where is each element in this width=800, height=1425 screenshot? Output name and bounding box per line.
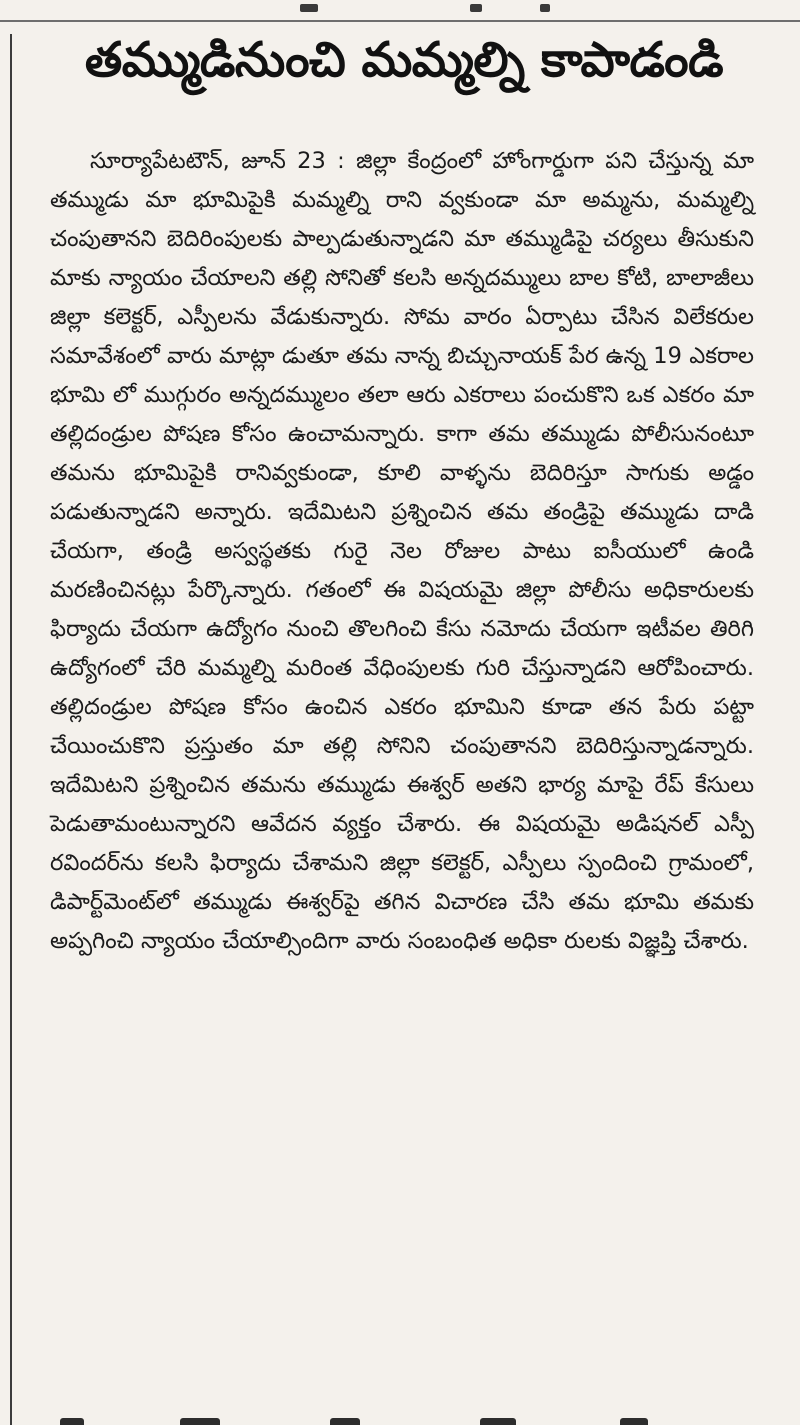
bottom-cropped-text-fragment xyxy=(620,1418,648,1425)
news-article xyxy=(50,30,760,954)
bottom-cropped-text-fragment xyxy=(180,1418,220,1425)
article-headline: తమ్ముడినుంచి మమ్మల్ని కాపాడండి xyxy=(84,32,724,88)
top-column-rule xyxy=(0,0,800,22)
bottom-cropped-next-article xyxy=(0,1411,800,1425)
article-body: సూర్యాపేటటౌన్, జూన్ 23 : జిల్లా కేంద్రంలో హోంగార్డుగా పని చేస్తున్న మా తమ్ముడు మా భూమిపైకి మమ్మల్ని రాని వ్వకుండా మా అమ్మను, మమ్మల్ని చంపుతానని బెదిరింపులకు పాల్పడుతున్నాడని మా తమ్ముడిపై చర్యలు తీసుకుని మాకు న్యాయం చేయాలని తల్లి సోనితో కలసి అన్నదమ్ములు బాల కోటి, బాలాజీలు జిల్లా కలెక్టర్, ఎస్పీలను వేడుకున్నారు. సోమ వారం ఏర్పాటు చేసిన విలేకరుల సమావేశంలో వారు మాట్లా డుతూ తమ నాన్న బిచ్చునాయక్ పేర ఉన్న 19 ఎకరాల భూమి లో ముగ్గురం అన్నదమ్ములం తలా ఆరు ఎకరాలు పంచుకొని ఒక ఎకరం మా తల్లిదండ్రుల పోషణ కోసం ఉంచామన్నారు. కాగా తమ తమ్ముడు పోలీసునంటూ తమను భూమిపైకి రానివ్వకుండా, కూలి వాళ్ళను బెదిరిస్తూ సాగుకు అడ్డం పడుతున్నాడని అన్నారు. ఇదేమిటని ప్రశ్నించిన తమ తండ్రిపై తమ్ముడు దాడి చేయగా, తండ్రి అస్వస్థతకు గురై నెల రోజుల పాటు ఐసీయులో ఉండి మరణించినట్లు పేర్కొన్నారు. గతంలో ఈ విషయమై జిల్లా పోలీసు అధికారులకు ఫిర్యాదు చేయగా ఉద్యోగం నుంచి తొలగించి కేసు నమోదు చేయగా ఇటీవల తిరిగి ఉద్యోగంలో చేరి మమ్మల్ని మరింత వేధింపులకు గురి చేస్తున్నాడని ఆరోపించారు. తల్లిదండ్రుల పోషణ కోసం ఉంచిన ఎకరం భూమిని కూడా తన పేరు పట్టా చేయించుకొని ప్రస్తుతం మా తల్లి సోనిని చంపుతానని బెదిరిస్తున్నాడన్నారు. ఇదేమిటని ప్రశ్నించిన తమను తమ్ముడు ఈశ్వర్ అతని భార్య మాపై రేప్ కేసులు పెడుతామంటున్నారని ఆవేదన వ్యక్తం చేశారు. ఈ విషయమై అడిషనల్ ఎస్పీ రవిందర్‌ను కలసి ఫిర్యాదు చేశామని జిల్లా కలెక్టర్, ఎస్పీలు స్పందించి గ్రామంలో, డిపార్ట్‌మెంట్‌లో తమ్ముడు ఈశ్వర్‌పై తగిన విచారణ చేసి తమ భూమి తమకు అప్పగించి న్యాయం చేయాల్సిందిగా వారు సంబంధిత అధికా రులకు విజ్ఞప్తి చేశారు. xyxy=(50,148,754,954)
bottom-cropped-text-fragment xyxy=(330,1418,360,1425)
top-cropped-text-fragment xyxy=(300,4,318,12)
top-cropped-text-fragment xyxy=(540,4,550,12)
bottom-cropped-text-fragment xyxy=(480,1418,516,1425)
top-cropped-text-fragment xyxy=(470,4,482,12)
bottom-cropped-text-fragment xyxy=(60,1418,84,1425)
left-column-rule xyxy=(10,34,12,1425)
